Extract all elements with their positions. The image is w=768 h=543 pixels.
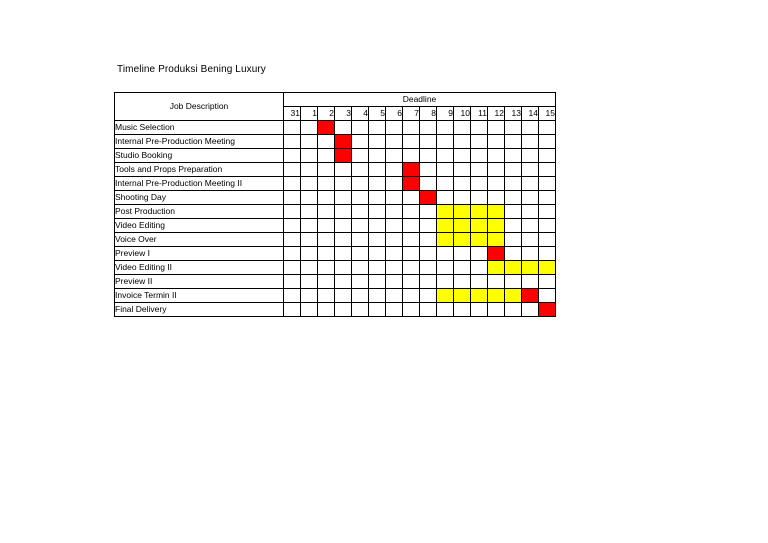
- empty-cell: [505, 163, 522, 177]
- empty-cell: [301, 191, 318, 205]
- task-row: [115, 135, 556, 149]
- empty-cell: [420, 303, 437, 317]
- empty-cell: [335, 121, 352, 135]
- empty-cell: [301, 149, 318, 163]
- empty-cell: [386, 121, 403, 135]
- empty-cell: [454, 247, 471, 261]
- empty-cell: [437, 191, 454, 205]
- work-period-cell: [488, 205, 505, 219]
- empty-cell: [386, 275, 403, 289]
- empty-cell: [539, 149, 556, 163]
- empty-cell: [318, 233, 335, 247]
- empty-cell: [403, 205, 420, 219]
- empty-cell: [505, 247, 522, 261]
- empty-cell: [437, 247, 454, 261]
- empty-cell: [369, 121, 386, 135]
- empty-cell: [403, 149, 420, 163]
- empty-cell: [454, 121, 471, 135]
- task-name: Internal Pre-Production Meeting II: [115, 177, 284, 191]
- empty-cell: [301, 233, 318, 247]
- empty-cell: [318, 219, 335, 233]
- task-row: [115, 247, 556, 261]
- empty-cell: [420, 135, 437, 149]
- empty-cell: [420, 205, 437, 219]
- empty-cell: [437, 163, 454, 177]
- empty-cell: [522, 233, 539, 247]
- deadline-marker-cell: [318, 121, 335, 135]
- empty-cell: [488, 149, 505, 163]
- empty-cell: [420, 233, 437, 247]
- work-period-cell: [437, 219, 454, 233]
- empty-cell: [454, 191, 471, 205]
- empty-cell: [539, 247, 556, 261]
- header-row: [115, 93, 556, 107]
- task-name: Studio Booking: [115, 149, 284, 163]
- deadline-marker-cell: [403, 177, 420, 191]
- empty-cell: [369, 303, 386, 317]
- day-number: 8: [420, 107, 437, 121]
- empty-cell: [522, 149, 539, 163]
- work-period-cell: [437, 205, 454, 219]
- empty-cell: [301, 289, 318, 303]
- empty-cell: [352, 177, 369, 191]
- work-period-cell: [471, 289, 488, 303]
- empty-cell: [403, 233, 420, 247]
- empty-cell: [420, 219, 437, 233]
- empty-cell: [352, 233, 369, 247]
- empty-cell: [437, 149, 454, 163]
- empty-cell: [386, 219, 403, 233]
- deadline-marker-cell: [539, 303, 556, 317]
- empty-cell: [352, 149, 369, 163]
- empty-cell: [369, 191, 386, 205]
- empty-cell: [505, 219, 522, 233]
- empty-cell: [488, 121, 505, 135]
- day-number: 6: [386, 107, 403, 121]
- empty-cell: [420, 177, 437, 191]
- work-period-cell: [488, 261, 505, 275]
- empty-cell: [369, 219, 386, 233]
- empty-cell: [505, 191, 522, 205]
- empty-cell: [318, 149, 335, 163]
- day-number: 9: [437, 107, 454, 121]
- empty-cell: [539, 205, 556, 219]
- empty-cell: [505, 135, 522, 149]
- empty-cell: [318, 275, 335, 289]
- deadline-marker-cell: [522, 289, 539, 303]
- empty-cell: [522, 177, 539, 191]
- empty-cell: [454, 303, 471, 317]
- empty-cell: [369, 135, 386, 149]
- empty-cell: [420, 261, 437, 275]
- empty-cell: [335, 191, 352, 205]
- empty-cell: [318, 177, 335, 191]
- empty-cell: [369, 247, 386, 261]
- empty-cell: [352, 261, 369, 275]
- task-row: [115, 149, 556, 163]
- day-number: 14: [522, 107, 539, 121]
- work-period-cell: [454, 205, 471, 219]
- task-name: Post Production: [115, 205, 284, 219]
- work-period-cell: [454, 233, 471, 247]
- empty-cell: [403, 261, 420, 275]
- empty-cell: [284, 135, 301, 149]
- empty-cell: [369, 275, 386, 289]
- empty-cell: [318, 289, 335, 303]
- work-period-cell: [488, 219, 505, 233]
- job-description-header: Job Description: [115, 93, 284, 121]
- gantt-table: [114, 92, 556, 317]
- empty-cell: [386, 163, 403, 177]
- empty-cell: [318, 191, 335, 205]
- empty-cell: [471, 121, 488, 135]
- task-name: Invoice Termin II: [115, 289, 284, 303]
- empty-cell: [284, 149, 301, 163]
- empty-cell: [539, 275, 556, 289]
- work-period-cell: [437, 233, 454, 247]
- empty-cell: [454, 149, 471, 163]
- empty-cell: [352, 135, 369, 149]
- empty-cell: [539, 163, 556, 177]
- task-row: [115, 275, 556, 289]
- empty-cell: [352, 219, 369, 233]
- task-name: Internal Pre-Production Meeting: [115, 135, 284, 149]
- empty-cell: [369, 233, 386, 247]
- deadline-marker-cell: [488, 247, 505, 261]
- empty-cell: [420, 289, 437, 303]
- empty-cell: [335, 163, 352, 177]
- day-number: 15: [539, 107, 556, 121]
- empty-cell: [335, 205, 352, 219]
- empty-cell: [352, 289, 369, 303]
- day-number: 5: [369, 107, 386, 121]
- empty-cell: [318, 303, 335, 317]
- document-title: Timeline Produksi Bening Luxury: [117, 64, 266, 75]
- task-name: Video Editing: [115, 219, 284, 233]
- empty-cell: [471, 247, 488, 261]
- empty-cell: [522, 163, 539, 177]
- deadline-marker-cell: [420, 191, 437, 205]
- day-number: 7: [403, 107, 420, 121]
- empty-cell: [301, 163, 318, 177]
- empty-cell: [488, 275, 505, 289]
- empty-cell: [386, 247, 403, 261]
- empty-cell: [522, 219, 539, 233]
- empty-cell: [403, 191, 420, 205]
- empty-cell: [471, 261, 488, 275]
- empty-cell: [488, 303, 505, 317]
- empty-cell: [369, 261, 386, 275]
- deadline-marker-cell: [335, 149, 352, 163]
- empty-cell: [471, 191, 488, 205]
- work-period-cell: [471, 205, 488, 219]
- empty-cell: [301, 219, 318, 233]
- empty-cell: [539, 135, 556, 149]
- empty-cell: [318, 135, 335, 149]
- task-name: Tools and Props Preparation: [115, 163, 284, 177]
- empty-cell: [420, 121, 437, 135]
- empty-cell: [301, 205, 318, 219]
- empty-cell: [539, 219, 556, 233]
- work-period-cell: [471, 219, 488, 233]
- empty-cell: [403, 121, 420, 135]
- empty-cell: [437, 303, 454, 317]
- empty-cell: [284, 219, 301, 233]
- empty-cell: [284, 289, 301, 303]
- day-number: 13: [505, 107, 522, 121]
- empty-cell: [284, 177, 301, 191]
- empty-cell: [284, 275, 301, 289]
- empty-cell: [454, 261, 471, 275]
- empty-cell: [386, 191, 403, 205]
- empty-cell: [335, 289, 352, 303]
- work-period-cell: [488, 289, 505, 303]
- empty-cell: [471, 135, 488, 149]
- task-row: [115, 121, 556, 135]
- empty-cell: [471, 303, 488, 317]
- empty-cell: [369, 177, 386, 191]
- empty-cell: [403, 247, 420, 261]
- task-name: Shooting Day: [115, 191, 284, 205]
- empty-cell: [301, 177, 318, 191]
- empty-cell: [335, 247, 352, 261]
- task-row: [115, 177, 556, 191]
- empty-cell: [505, 303, 522, 317]
- day-number: 2: [318, 107, 335, 121]
- day-number: 3: [335, 107, 352, 121]
- empty-cell: [539, 121, 556, 135]
- empty-cell: [403, 219, 420, 233]
- empty-cell: [386, 205, 403, 219]
- work-period-cell: [437, 289, 454, 303]
- empty-cell: [386, 233, 403, 247]
- empty-cell: [420, 247, 437, 261]
- empty-cell: [318, 163, 335, 177]
- empty-cell: [352, 163, 369, 177]
- empty-cell: [284, 261, 301, 275]
- day-number: 1: [301, 107, 318, 121]
- task-row: [115, 219, 556, 233]
- empty-cell: [352, 191, 369, 205]
- empty-cell: [301, 275, 318, 289]
- work-period-cell: [505, 289, 522, 303]
- empty-cell: [386, 177, 403, 191]
- empty-cell: [488, 191, 505, 205]
- empty-cell: [522, 135, 539, 149]
- empty-cell: [488, 177, 505, 191]
- task-name: Preview I: [115, 247, 284, 261]
- day-number: 4: [352, 107, 369, 121]
- empty-cell: [335, 219, 352, 233]
- empty-cell: [471, 163, 488, 177]
- empty-cell: [335, 275, 352, 289]
- empty-cell: [420, 149, 437, 163]
- empty-cell: [301, 121, 318, 135]
- empty-cell: [369, 205, 386, 219]
- task-row: [115, 233, 556, 247]
- empty-cell: [335, 233, 352, 247]
- empty-cell: [284, 191, 301, 205]
- empty-cell: [454, 275, 471, 289]
- empty-cell: [437, 261, 454, 275]
- empty-cell: [352, 275, 369, 289]
- empty-cell: [386, 303, 403, 317]
- empty-cell: [539, 233, 556, 247]
- empty-cell: [437, 177, 454, 191]
- work-period-cell: [505, 261, 522, 275]
- deadline-marker-cell: [335, 135, 352, 149]
- deadline-header: Deadline: [284, 93, 556, 107]
- empty-cell: [505, 275, 522, 289]
- empty-cell: [352, 205, 369, 219]
- day-number: 12: [488, 107, 505, 121]
- day-number: 11: [471, 107, 488, 121]
- empty-cell: [437, 275, 454, 289]
- work-period-cell: [454, 289, 471, 303]
- empty-cell: [505, 121, 522, 135]
- empty-cell: [403, 289, 420, 303]
- work-period-cell: [454, 219, 471, 233]
- empty-cell: [335, 177, 352, 191]
- empty-cell: [301, 303, 318, 317]
- empty-cell: [539, 289, 556, 303]
- empty-cell: [505, 205, 522, 219]
- task-name: Final Delivery: [115, 303, 284, 317]
- empty-cell: [284, 247, 301, 261]
- empty-cell: [488, 135, 505, 149]
- task-row: [115, 261, 556, 275]
- empty-cell: [522, 247, 539, 261]
- empty-cell: [369, 289, 386, 303]
- empty-cell: [505, 149, 522, 163]
- empty-cell: [522, 275, 539, 289]
- empty-cell: [403, 303, 420, 317]
- empty-cell: [369, 149, 386, 163]
- empty-cell: [335, 303, 352, 317]
- empty-cell: [403, 275, 420, 289]
- empty-cell: [454, 177, 471, 191]
- empty-cell: [539, 177, 556, 191]
- empty-cell: [488, 163, 505, 177]
- task-name: Video Editing II: [115, 261, 284, 275]
- work-period-cell: [471, 233, 488, 247]
- task-row: [115, 303, 556, 317]
- empty-cell: [369, 163, 386, 177]
- task-name: Preview II: [115, 275, 284, 289]
- task-row: [115, 163, 556, 177]
- empty-cell: [352, 121, 369, 135]
- day-number: 10: [454, 107, 471, 121]
- work-period-cell: [539, 261, 556, 275]
- empty-cell: [454, 135, 471, 149]
- empty-cell: [386, 289, 403, 303]
- empty-cell: [437, 121, 454, 135]
- day-number: 31: [284, 107, 301, 121]
- empty-cell: [284, 233, 301, 247]
- empty-cell: [318, 205, 335, 219]
- empty-cell: [539, 191, 556, 205]
- task-row: [115, 205, 556, 219]
- empty-cell: [471, 177, 488, 191]
- task-name: Voice Over: [115, 233, 284, 247]
- task-name: Music Selection: [115, 121, 284, 135]
- empty-cell: [505, 177, 522, 191]
- empty-cell: [284, 303, 301, 317]
- empty-cell: [284, 121, 301, 135]
- empty-cell: [522, 205, 539, 219]
- task-row: [115, 289, 556, 303]
- empty-cell: [522, 191, 539, 205]
- empty-cell: [471, 275, 488, 289]
- empty-cell: [284, 205, 301, 219]
- empty-cell: [335, 261, 352, 275]
- empty-cell: [505, 233, 522, 247]
- empty-cell: [420, 163, 437, 177]
- empty-cell: [318, 247, 335, 261]
- empty-cell: [386, 261, 403, 275]
- empty-cell: [318, 261, 335, 275]
- empty-cell: [301, 135, 318, 149]
- empty-cell: [386, 149, 403, 163]
- empty-cell: [352, 303, 369, 317]
- empty-cell: [284, 163, 301, 177]
- task-row: [115, 191, 556, 205]
- empty-cell: [454, 163, 471, 177]
- empty-cell: [471, 149, 488, 163]
- work-period-cell: [488, 233, 505, 247]
- work-period-cell: [522, 261, 539, 275]
- empty-cell: [522, 303, 539, 317]
- empty-cell: [403, 135, 420, 149]
- deadline-marker-cell: [403, 163, 420, 177]
- empty-cell: [522, 121, 539, 135]
- empty-cell: [301, 261, 318, 275]
- empty-cell: [420, 275, 437, 289]
- empty-cell: [352, 247, 369, 261]
- empty-cell: [301, 247, 318, 261]
- empty-cell: [386, 135, 403, 149]
- empty-cell: [437, 135, 454, 149]
